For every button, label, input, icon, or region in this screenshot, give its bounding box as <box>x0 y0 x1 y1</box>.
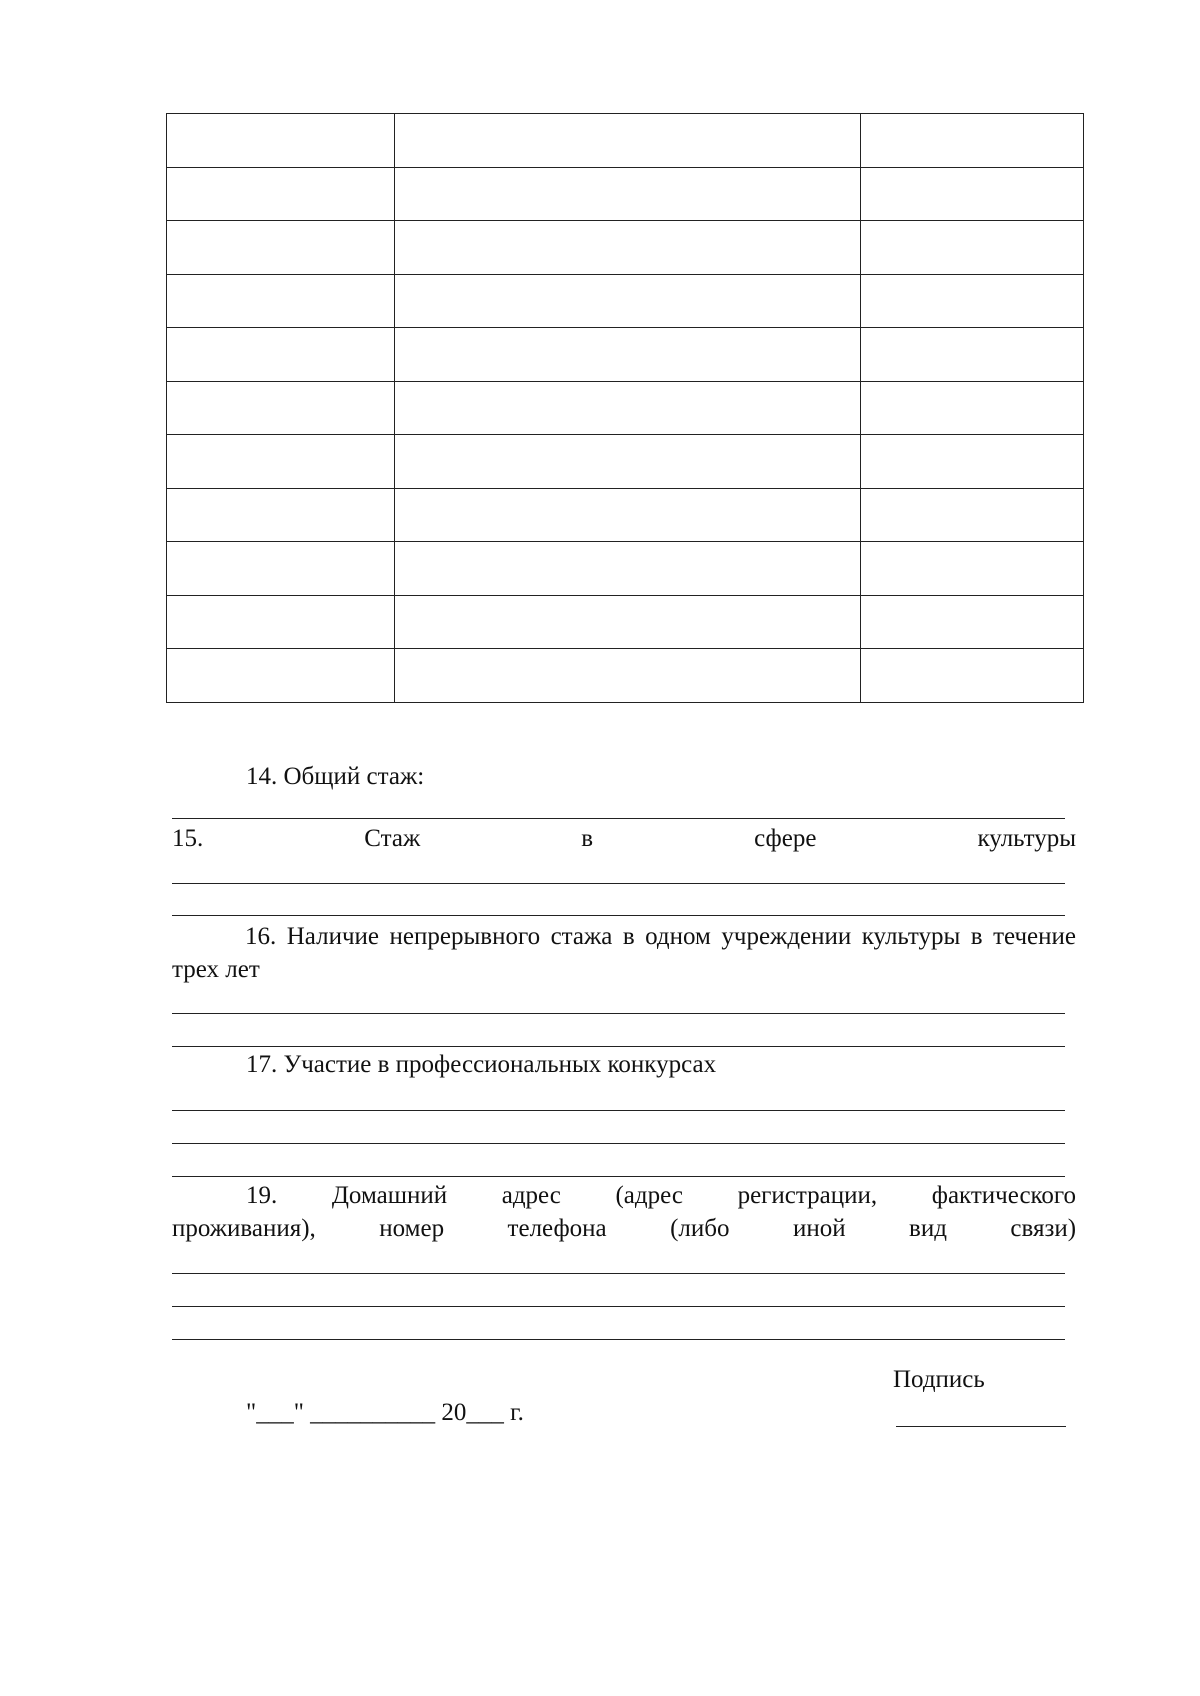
table-cell <box>395 435 861 489</box>
word: фактического <box>931 1182 1077 1209</box>
section-17-label: 17. Участие в профессиональных конкурсах <box>246 1051 717 1078</box>
table-cell <box>395 274 861 328</box>
table-cell <box>860 221 1083 275</box>
table-cell <box>395 114 861 168</box>
table-cell <box>395 381 861 435</box>
fill-line <box>172 883 1065 884</box>
table-cell <box>860 649 1083 703</box>
table-cell <box>167 381 395 435</box>
fill-line <box>172 1013 1065 1014</box>
section-16-label: 16. Наличие непрерывного стажа в одном учреждении культуры в течение трех лет <box>172 923 1076 983</box>
table-cell <box>860 595 1083 649</box>
word: в <box>581 825 594 852</box>
word: телефона <box>507 1215 607 1242</box>
table-cell <box>860 167 1083 221</box>
table-cell <box>167 488 395 542</box>
table-cell <box>167 542 395 596</box>
table-cell <box>860 381 1083 435</box>
table-row <box>167 488 1084 542</box>
word: культуры <box>977 825 1077 852</box>
word: Домашний <box>331 1182 448 1209</box>
table-cell <box>167 167 395 221</box>
signature-label: Подпись <box>893 1366 985 1393</box>
table-cell <box>395 488 861 542</box>
table-row <box>167 274 1084 328</box>
word: связи) <box>1010 1215 1077 1242</box>
fill-line <box>172 915 1065 916</box>
fill-line <box>172 1339 1065 1340</box>
fill-line <box>172 1143 1065 1144</box>
word: проживания), <box>172 1215 316 1242</box>
table-cell <box>860 488 1083 542</box>
table-row <box>167 595 1084 649</box>
word: Стаж <box>364 825 421 852</box>
fill-line <box>172 1176 1065 1177</box>
table-cell <box>860 435 1083 489</box>
word: иной <box>792 1215 846 1242</box>
fill-line <box>172 1110 1065 1111</box>
word: регистрации, <box>737 1182 878 1209</box>
table-cell <box>167 221 395 275</box>
fill-line <box>172 818 1065 819</box>
table-row <box>167 542 1084 596</box>
word: 15. <box>172 825 204 852</box>
section-19-label-line1 <box>246 1179 1076 1212</box>
word: номер <box>379 1215 445 1242</box>
word: (либо <box>670 1215 730 1242</box>
table-cell <box>860 542 1083 596</box>
word: 19. <box>246 1182 278 1209</box>
fill-line <box>172 1046 1065 1047</box>
table-cell <box>167 274 395 328</box>
table-row <box>167 167 1084 221</box>
table-row <box>167 221 1084 275</box>
table-cell <box>860 274 1083 328</box>
table-cell <box>395 649 861 703</box>
table-cell <box>167 649 395 703</box>
table-row <box>167 328 1084 382</box>
signature-line <box>896 1426 1066 1427</box>
table-cell <box>395 542 861 596</box>
table-cell <box>395 595 861 649</box>
date-field: "___" __________ 20___ г. <box>246 1399 524 1426</box>
table-cell <box>167 435 395 489</box>
fill-line <box>172 1273 1065 1274</box>
word: (адрес <box>615 1182 683 1209</box>
word: вид <box>909 1215 947 1242</box>
table-row <box>167 649 1084 703</box>
experience-table <box>166 113 1084 703</box>
table-cell <box>395 221 861 275</box>
table-row <box>167 381 1084 435</box>
table-cell <box>395 167 861 221</box>
section-14-label: 14. Общий стаж: <box>246 763 425 790</box>
table-row <box>167 114 1084 168</box>
table-cell <box>860 114 1083 168</box>
table-cell <box>395 328 861 382</box>
table-cell <box>167 328 395 382</box>
table-row <box>167 435 1084 489</box>
table-cell <box>167 114 395 168</box>
table-cell <box>860 328 1083 382</box>
word: адрес <box>501 1182 561 1209</box>
section-15-label <box>172 822 1076 855</box>
word: сфере <box>754 825 817 852</box>
section-19-label-line2 <box>172 1212 1076 1245</box>
table-cell <box>167 595 395 649</box>
fill-line <box>172 1306 1065 1307</box>
